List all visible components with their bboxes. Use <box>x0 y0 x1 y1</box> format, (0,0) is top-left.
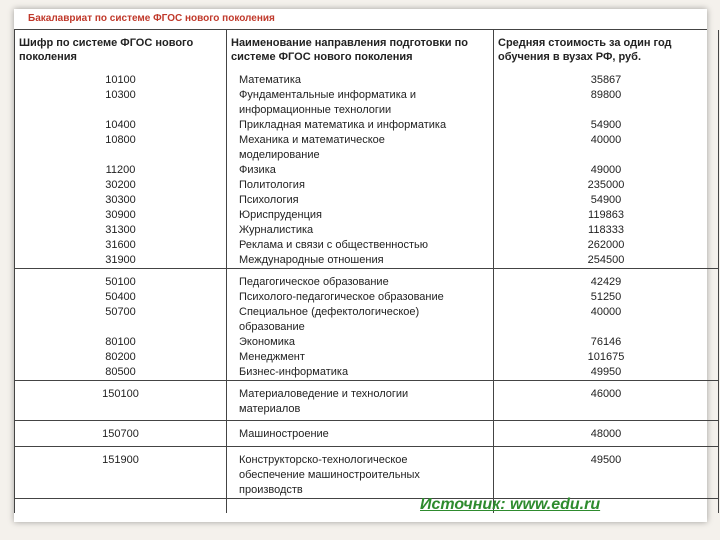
price-text: 49500 <box>590 454 622 466</box>
cell-code <box>15 305 227 335</box>
name-line: обеспечение машиностроительных <box>239 469 420 481</box>
code-text: 30200 <box>105 179 136 191</box>
cell-code <box>15 421 227 447</box>
cell-name <box>227 253 494 269</box>
name-line: Машиностроение <box>239 428 329 440</box>
table-row <box>15 73 719 88</box>
cell-price <box>494 163 719 178</box>
source-link[interactable]: Источник: www.edu.ru <box>420 496 601 513</box>
name-line: Педагогическое образование <box>239 276 389 288</box>
price-text: 49950 <box>590 366 622 378</box>
cell-name <box>227 290 494 305</box>
cell-code <box>15 269 227 291</box>
name-line: информационные технологии <box>239 104 392 116</box>
cell-code <box>15 163 227 178</box>
cell-price <box>494 447 719 499</box>
price-text: 262000 <box>587 239 625 251</box>
cell-price <box>494 335 719 350</box>
price-text: 40000 <box>590 134 622 146</box>
price-text: 54900 <box>590 194 622 206</box>
cell-price <box>494 133 719 163</box>
table-row <box>15 253 719 269</box>
price-text: 49000 <box>590 164 622 176</box>
cell-name <box>227 223 494 238</box>
cell-price <box>494 365 719 381</box>
name-line: Специальное (дефектологическое) <box>239 306 420 318</box>
table-body <box>15 73 719 513</box>
name-line: Юриспруденция <box>239 209 322 221</box>
cell-code <box>15 365 227 381</box>
cell-name <box>227 305 494 335</box>
name-line: производств <box>239 484 303 496</box>
code-text: 80100 <box>105 336 136 348</box>
code-text: 50100 <box>105 276 136 288</box>
name-line: Математика <box>239 74 301 86</box>
cell-name <box>227 335 494 350</box>
table-row <box>15 365 719 381</box>
table-header-row <box>15 30 719 73</box>
cell-price <box>494 290 719 305</box>
name-line: Прикладная математика и информатика <box>239 119 447 131</box>
code-text: 150700 <box>102 428 139 440</box>
table-row <box>15 290 719 305</box>
cell-price <box>494 118 719 133</box>
price-text: 254500 <box>587 254 625 266</box>
document-sheet <box>14 9 707 522</box>
cell-name <box>227 447 494 499</box>
cell-price <box>494 73 719 88</box>
cell-code <box>15 88 227 118</box>
cell-price <box>494 88 719 118</box>
cell-name <box>227 350 494 365</box>
cell-price <box>494 421 719 447</box>
name-line: Менеджмент <box>239 351 305 363</box>
name-line: Международные отношения <box>239 254 384 266</box>
cell-name <box>227 163 494 178</box>
table-row <box>15 305 719 335</box>
cell-price <box>494 238 719 253</box>
table-row <box>15 335 719 350</box>
table-row <box>15 193 719 208</box>
cell-price <box>494 350 719 365</box>
table-row <box>15 133 719 163</box>
cell-price <box>494 178 719 193</box>
table-row <box>15 223 719 238</box>
table-row <box>15 208 719 223</box>
cell-code <box>15 350 227 365</box>
table-row <box>15 178 719 193</box>
table-row <box>15 447 719 499</box>
code-text: 31900 <box>105 254 136 266</box>
price-text: 42429 <box>590 276 622 288</box>
table-row <box>15 350 719 365</box>
table-row <box>15 269 719 291</box>
code-text: 10300 <box>105 89 136 101</box>
cell-price <box>494 193 719 208</box>
code-text: 30300 <box>105 194 136 206</box>
table-row <box>15 381 719 421</box>
cell-price <box>494 269 719 291</box>
price-text: 35867 <box>590 74 622 86</box>
name-line: Политология <box>239 179 305 191</box>
cell-price <box>494 253 719 269</box>
cost-table <box>14 30 719 513</box>
cell-code <box>15 223 227 238</box>
code-text: 31600 <box>105 239 136 251</box>
price-text: 46000 <box>590 388 622 400</box>
price-text: 76146 <box>590 336 622 348</box>
price-text: 48000 <box>590 428 622 440</box>
code-text: 151900 <box>102 454 139 466</box>
code-text: 30900 <box>105 209 136 221</box>
name-line: Бизнес-информатика <box>239 366 349 378</box>
cell-name <box>227 88 494 118</box>
name-line: образование <box>239 321 305 333</box>
price-text: 101675 <box>587 351 625 363</box>
cell-code <box>15 178 227 193</box>
header-price: Средняя стоимость за один год обучения в вузах РФ, руб. <box>494 30 719 73</box>
price-text: 89800 <box>590 89 622 101</box>
name-line: Психология <box>239 194 299 206</box>
cell-name <box>227 208 494 223</box>
cell-code <box>15 253 227 269</box>
cell-code <box>15 193 227 208</box>
page-title: Бакалавриат по системе ФГОС нового поколения <box>14 9 707 30</box>
name-line: материалов <box>239 403 301 415</box>
table-row <box>15 421 719 447</box>
cell-code <box>15 381 227 421</box>
name-line: моделирование <box>239 149 320 161</box>
code-text: 10400 <box>105 119 136 131</box>
cell-name <box>227 133 494 163</box>
cell-price <box>494 305 719 335</box>
cell-price <box>494 381 719 421</box>
cell-code <box>15 73 227 88</box>
cell-name <box>227 178 494 193</box>
name-line: Экономика <box>239 336 296 348</box>
cell-price <box>494 223 719 238</box>
name-line: Фундаментальные информатика и <box>239 89 417 101</box>
code-text: 50700 <box>105 306 136 318</box>
price-text: 54900 <box>590 119 622 131</box>
name-line: Физика <box>239 164 276 176</box>
filler-row <box>15 499 719 514</box>
filler-cell <box>15 499 227 514</box>
cell-code <box>15 335 227 350</box>
cell-name <box>227 73 494 88</box>
price-text: 119863 <box>588 209 624 221</box>
cell-name <box>227 269 494 291</box>
table-row <box>15 118 719 133</box>
cell-code <box>15 133 227 163</box>
cell-name <box>227 193 494 208</box>
code-text: 31300 <box>105 224 136 236</box>
code-text: 10100 <box>105 74 136 86</box>
code-text: 80500 <box>105 366 136 378</box>
price-text: 51250 <box>590 291 622 303</box>
name-line: Конструкторско-технологическое <box>239 454 408 466</box>
cell-code <box>15 447 227 499</box>
table-row <box>15 238 719 253</box>
cell-name <box>227 421 494 447</box>
code-text: 150100 <box>102 388 139 400</box>
header-code: Шифр по системе ФГОС нового поколения <box>15 30 227 73</box>
cell-name <box>227 365 494 381</box>
cell-code <box>15 238 227 253</box>
table-row <box>15 163 719 178</box>
cell-code <box>15 290 227 305</box>
price-text: 118333 <box>588 224 624 236</box>
name-line: Механика и математическое <box>239 134 385 146</box>
table-row <box>15 88 719 118</box>
code-text: 10800 <box>105 134 136 146</box>
cell-code <box>15 118 227 133</box>
price-text: 40000 <box>590 306 622 318</box>
cell-name <box>227 238 494 253</box>
code-text: 80200 <box>105 351 136 363</box>
price-text: 235000 <box>587 179 625 191</box>
cell-code <box>15 208 227 223</box>
name-line: Журналистика <box>239 224 314 236</box>
cell-price <box>494 208 719 223</box>
cell-name <box>227 381 494 421</box>
name-line: Психолого-педагогическое образование <box>239 291 444 303</box>
cell-name <box>227 118 494 133</box>
code-text: 11200 <box>105 164 136 176</box>
name-line: Реклама и связи с общественностью <box>239 239 428 251</box>
name-line: Материаловедение и технологии <box>239 388 409 400</box>
header-name: Наименование направления подготовки по системе ФГОС нового поколения <box>227 30 494 73</box>
code-text: 50400 <box>105 291 136 303</box>
